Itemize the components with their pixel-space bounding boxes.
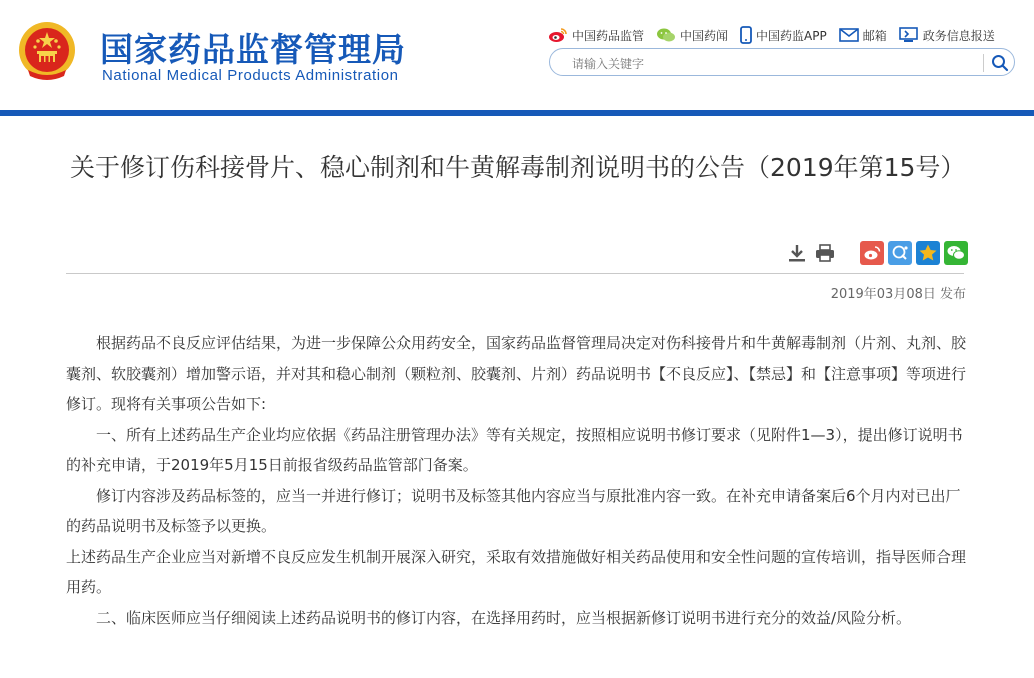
weibo-icon: [548, 27, 568, 43]
wechat-icon: [656, 27, 676, 43]
search-box: [549, 48, 1015, 76]
link-weibo[interactable]: [548, 27, 644, 44]
paragraph: 上述药品生产企业应当对新增不良反应发生机制开展深入研究，采取有效措施做好相关药品使用和安全性问题的宣传培训，指导医师合理用药。: [66, 547, 967, 596]
phone-icon: [740, 26, 752, 44]
mail-icon: [839, 27, 859, 43]
link-wechat-label: 中国药闻: [680, 28, 729, 43]
publish-date: 2019年03月08日 发布: [830, 287, 966, 302]
share-favorite[interactable]: [916, 241, 940, 265]
search-icon[interactable]: [990, 53, 1010, 73]
share-wechat[interactable]: [944, 241, 968, 265]
share-qzone[interactable]: [888, 241, 912, 265]
link-app[interactable]: [740, 26, 827, 44]
link-wechat[interactable]: [656, 27, 728, 44]
link-report-label: 政务信息报送: [922, 28, 995, 43]
article-body: [66, 328, 966, 633]
site-title-english[interactable]: National Medical Products Administration: [102, 67, 399, 84]
wechat-share-icon: [946, 244, 966, 262]
download-icon: [788, 244, 806, 262]
link-app-label: 中国药监APP: [756, 28, 827, 43]
title-divider: [66, 273, 964, 274]
article-tools: [786, 240, 968, 266]
paragraph: 修订内容涉及药品标签的，应当一并进行修订；说明书及标签其他内容应当与原批准内容一致。在补充申请备案后6个月内对已出厂的药品说明书及标签予以更换。: [66, 486, 961, 535]
header-divider: [0, 110, 1034, 116]
site-title[interactable]: 国家药品监督管理局: [100, 30, 406, 69]
paragraph: 一、所有上述药品生产企业均应依据《药品注册管理办法》等有关规定，按照相应说明书修订要求（见附件1—3），提出修订说明书的补充申请，于2019年5月15日前报省级药品监管部门备案。: [66, 425, 963, 474]
weibo-share-icon: [863, 245, 881, 261]
link-mail[interactable]: [839, 27, 887, 44]
article-title: 关于修订伤科接骨片、稳心制剂和牛黄解毒制剂说明书的公告（2019年第15号）: [70, 153, 966, 182]
national-emblem-icon[interactable]: [16, 20, 78, 82]
report-icon: [899, 27, 919, 43]
link-weibo-label: 中国药品监管: [572, 28, 645, 43]
share-weibo[interactable]: [860, 241, 884, 265]
link-report[interactable]: [899, 27, 995, 44]
paragraph: 二、临床医师应当仔细阅读上述药品说明书的修订内容，在选择用药时，应当根据新修订说明书进行充分的效益/风险分析。: [96, 608, 912, 627]
top-links: [548, 24, 1007, 46]
download-button[interactable]: [786, 242, 808, 264]
print-icon: [815, 244, 835, 262]
paragraph: 根据药品不良反应评估结果，为进一步保障公众用药安全，国家药品监督管理局决定对伤科接骨片和牛黄解毒制剂（片剂、丸剂、胶囊剂、软胶囊剂）增加警示语，并对其和稳心制剂（颗粒剂、胶囊剂、片剂）药品说明书【不良反应】、【禁忌】和【注意事项】等项进行修订。现将有关事项公告如下:: [66, 334, 967, 413]
link-mail-label: 邮箱: [862, 28, 887, 43]
qq-zone-share-icon: [891, 244, 909, 262]
favorite-share-icon: [918, 243, 938, 263]
site-header: [0, 0, 1034, 110]
print-button[interactable]: [814, 242, 836, 264]
search-input[interactable]: [570, 54, 974, 74]
search-divider: [983, 54, 984, 72]
